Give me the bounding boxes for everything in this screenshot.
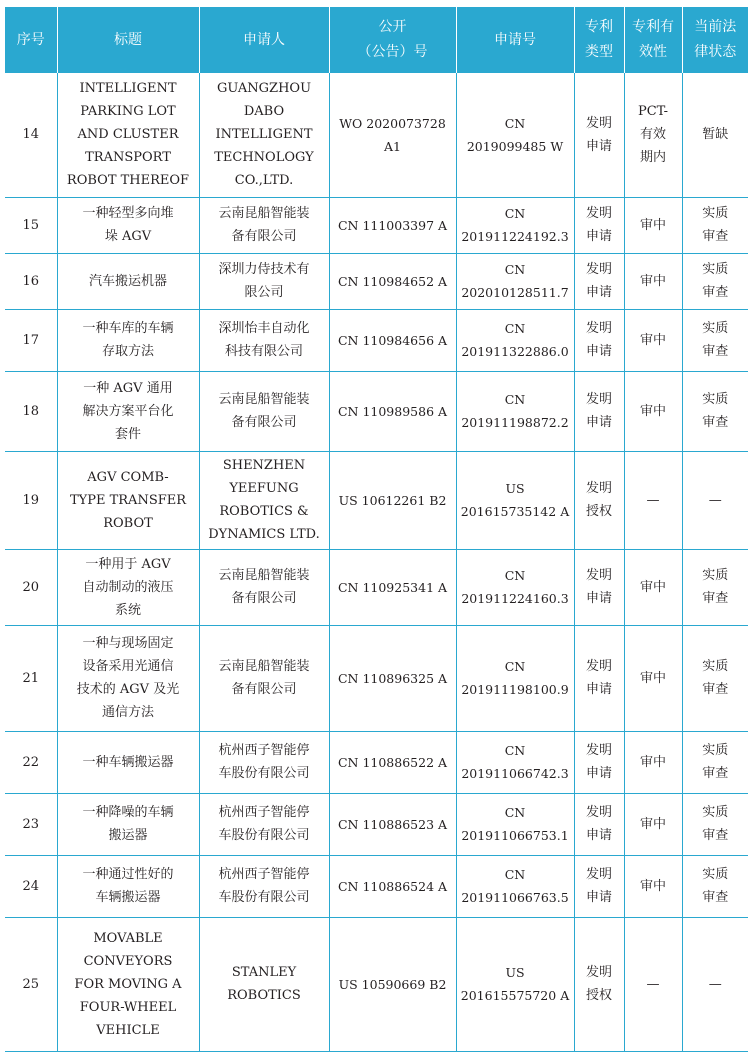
row-publication-no: CN 111003397 A	[329, 197, 456, 253]
row-application-no: CN 201911224192.3	[456, 197, 574, 253]
row-applicant: STANLEY ROBOTICS	[199, 917, 329, 1051]
row-applicant: GUANGZHOU DABO INTELLIGENT TECHNOLOGY CO.,LTD.	[199, 73, 329, 197]
row-number: 22	[5, 731, 57, 793]
row-validity: —	[624, 451, 682, 549]
header-applicant: 申请人	[199, 7, 329, 73]
row-legal-status: 实质 审查	[682, 253, 748, 309]
row-title: 一种通过性好的 车辆搬运器	[57, 855, 199, 917]
row-publication-no: US 10612261 B2	[329, 451, 456, 549]
row-publication-no: CN 110925341 A	[329, 549, 456, 625]
row-applicant: 深圳力侍技术有 限公司	[199, 253, 329, 309]
row-patent-type: 发明 申请	[574, 625, 624, 731]
row-number: 24	[5, 855, 57, 917]
row-legal-status: 实质 审查	[682, 371, 748, 451]
row-title: 一种用于 AGV 自动制动的液压 系统	[57, 549, 199, 625]
row-applicant: 云南昆船智能装 备有限公司	[199, 549, 329, 625]
table-row	[5, 451, 748, 549]
row-legal-status: 实质 审查	[682, 197, 748, 253]
row-legal-status: 暂缺	[682, 73, 748, 197]
row-patent-type: 发明 申请	[574, 371, 624, 451]
row-title: INTELLIGENT PARKING LOT AND CLUSTER TRANSPORT ROBOT THEREOF	[57, 73, 199, 197]
row-publication-no: CN 110886524 A	[329, 855, 456, 917]
row-application-no: CN 201911322886.0	[456, 309, 574, 371]
row-title: 一种轻型多向堆 垛 AGV	[57, 197, 199, 253]
row-patent-type: 发明 申请	[574, 731, 624, 793]
row-application-no: CN 201911066753.1	[456, 793, 574, 855]
row-validity: 审中	[624, 309, 682, 371]
row-legal-status: 实质 审查	[682, 793, 748, 855]
row-applicant: 云南昆船智能装 备有限公司	[199, 625, 329, 731]
row-title: 汽车搬运机器	[57, 253, 199, 309]
header-publication-no: 公开 （公告）号	[329, 7, 456, 73]
row-publication-no: CN 110984656 A	[329, 309, 456, 371]
row-title: AGV COMB- TYPE TRANSFER ROBOT	[57, 451, 199, 549]
row-publication-no: CN 110989586 A	[329, 371, 456, 451]
row-application-no: CN 201911198100.9	[456, 625, 574, 731]
row-patent-type: 发明 申请	[574, 73, 624, 197]
patent-table	[5, 7, 748, 1052]
row-number: 21	[5, 625, 57, 731]
row-validity: 审中	[624, 549, 682, 625]
row-applicant: 杭州西子智能停 车股份有限公司	[199, 731, 329, 793]
row-legal-status: —	[682, 917, 748, 1051]
row-application-no: US 201615735142 A	[456, 451, 574, 549]
row-validity: 审中	[624, 371, 682, 451]
row-application-no: CN 2019099485 W	[456, 73, 574, 197]
header-no: 序号	[5, 7, 57, 73]
row-patent-type: 发明 申请	[574, 253, 624, 309]
row-patent-type: 发明 授权	[574, 451, 624, 549]
row-applicant: 杭州西子智能停 车股份有限公司	[199, 855, 329, 917]
row-legal-status: 实质 审查	[682, 309, 748, 371]
table-row	[5, 855, 748, 917]
row-validity: 审中	[624, 197, 682, 253]
row-applicant: 深圳怡丰自动化 科技有限公司	[199, 309, 329, 371]
table-row	[5, 73, 748, 197]
row-publication-no: CN 110886523 A	[329, 793, 456, 855]
header-validity: 专利有 效性	[624, 7, 682, 73]
row-application-no: CN 201911066742.3	[456, 731, 574, 793]
table-row	[5, 917, 748, 1051]
header-application-no: 申请号	[456, 7, 574, 73]
row-applicant: 云南昆船智能装 备有限公司	[199, 371, 329, 451]
row-patent-type: 发明 申请	[574, 309, 624, 371]
row-title: 一种车辆搬运器	[57, 731, 199, 793]
row-legal-status: 实质 审查	[682, 855, 748, 917]
row-validity: 审中	[624, 855, 682, 917]
row-publication-no: US 10590669 B2	[329, 917, 456, 1051]
row-title: 一种降噪的车辆 搬运器	[57, 793, 199, 855]
row-applicant: SHENZHEN YEEFUNG ROBOTICS & DYNAMICS LTD.	[199, 451, 329, 549]
row-number: 23	[5, 793, 57, 855]
row-publication-no: WO 2020073728 A1	[329, 73, 456, 197]
row-publication-no: CN 110984652 A	[329, 253, 456, 309]
row-patent-type: 发明 申请	[574, 855, 624, 917]
row-number: 25	[5, 917, 57, 1051]
row-number: 18	[5, 371, 57, 451]
row-title: MOVABLE CONVEYORS FOR MOVING A FOUR-WHEEL VEHICLE	[57, 917, 199, 1051]
row-application-no: CN 202010128511.7	[456, 253, 574, 309]
table-row	[5, 197, 748, 253]
table-row	[5, 731, 748, 793]
row-application-no: CN 201911198872.2	[456, 371, 574, 451]
table-row	[5, 549, 748, 625]
row-patent-type: 发明 申请	[574, 197, 624, 253]
row-title: 一种 AGV 通用 解决方案平台化 套件	[57, 371, 199, 451]
row-applicant: 杭州西子智能停 车股份有限公司	[199, 793, 329, 855]
row-number: 20	[5, 549, 57, 625]
row-application-no: CN 201911066763.5	[456, 855, 574, 917]
row-validity: 审中	[624, 731, 682, 793]
header-row	[5, 7, 748, 73]
row-number: 15	[5, 197, 57, 253]
row-number: 19	[5, 451, 57, 549]
row-patent-type: 发明 申请	[574, 793, 624, 855]
row-title: 一种与现场固定 设备采用光通信 技术的 AGV 及光 通信方法	[57, 625, 199, 731]
row-validity: 审中	[624, 793, 682, 855]
row-application-no: US 201615575720 A	[456, 917, 574, 1051]
row-number: 16	[5, 253, 57, 309]
row-applicant: 云南昆船智能装 备有限公司	[199, 197, 329, 253]
row-application-no: CN 201911224160.3	[456, 549, 574, 625]
row-validity: 审中	[624, 625, 682, 731]
row-legal-status: 实质 审查	[682, 549, 748, 625]
row-number: 14	[5, 73, 57, 197]
row-title: 一种车库的车辆 存取方法	[57, 309, 199, 371]
table-row	[5, 625, 748, 731]
row-legal-status: —	[682, 451, 748, 549]
row-legal-status: 实质 审查	[682, 625, 748, 731]
header-patent-type: 专利 类型	[574, 7, 624, 73]
table-row	[5, 371, 748, 451]
row-legal-status: 实质 审查	[682, 731, 748, 793]
row-patent-type: 发明 授权	[574, 917, 624, 1051]
row-patent-type: 发明 申请	[574, 549, 624, 625]
header-legal-status: 当前法 律状态	[682, 7, 748, 73]
row-validity: 审中	[624, 253, 682, 309]
header-title: 标题	[57, 7, 199, 73]
table-row	[5, 253, 748, 309]
table-row	[5, 309, 748, 371]
row-publication-no: CN 110886522 A	[329, 731, 456, 793]
table-row	[5, 793, 748, 855]
row-publication-no: CN 110896325 A	[329, 625, 456, 731]
row-validity: —	[624, 917, 682, 1051]
row-validity: PCT- 有效 期内	[624, 73, 682, 197]
row-number: 17	[5, 309, 57, 371]
